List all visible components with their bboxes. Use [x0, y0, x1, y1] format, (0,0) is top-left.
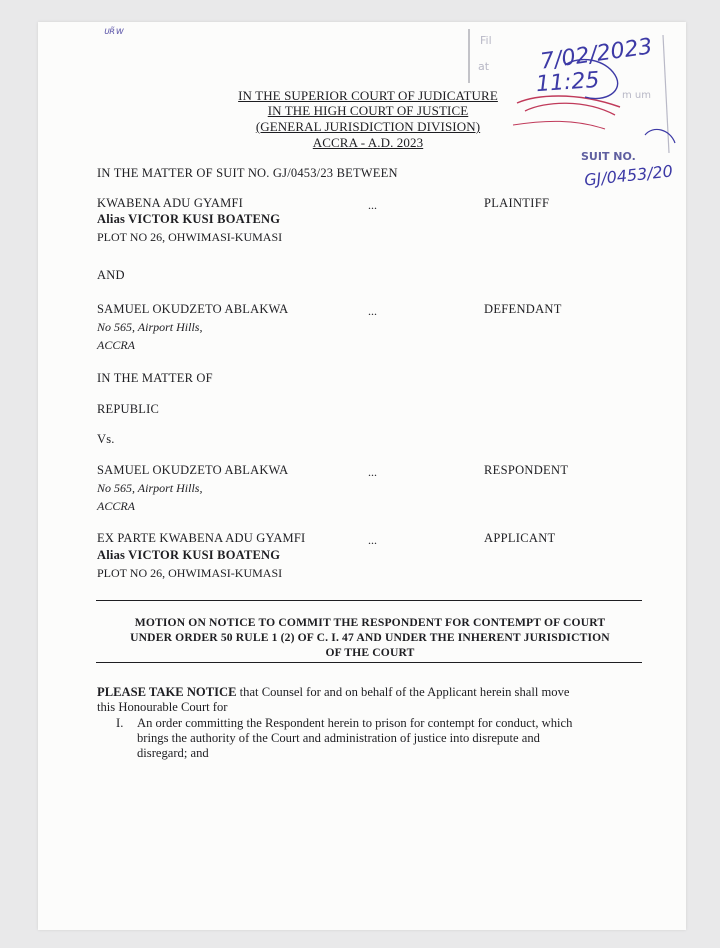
plaintiff-role: PLAINTIFF — [484, 196, 550, 210]
defendant-address1: No 565, Airport Hills, — [97, 320, 203, 334]
notice-lead: PLEASE TAKE NOTICE — [97, 685, 237, 699]
applicant-role: APPLICANT — [484, 531, 556, 545]
applicant-name: EX PARTE KWABENA ADU GYAMFI — [97, 531, 306, 545]
stamp-date: 7/02/2023 — [538, 34, 655, 75]
respondent-name: SAMUEL OKUDZETO ABLAKWA — [97, 463, 289, 477]
stamp-at-label: at — [478, 60, 490, 73]
motion-title-line2: UNDER ORDER 50 RULE 1 (2) OF C. I. 47 AND UNDER THE INHERENT JURISDICTION — [130, 631, 610, 644]
motion-title-line3: OF THE COURT — [325, 646, 415, 659]
plaintiff-alias: Alias VICTOR KUSI BOATENG — [97, 212, 281, 226]
plaintiff-name: KWABENA ADU GYAMFI — [97, 196, 243, 210]
order-line3: disregard; and — [137, 746, 209, 760]
plaintiff-dots: ... — [368, 198, 377, 212]
and-label: AND — [97, 268, 125, 282]
respondent-address2: ACCRA — [97, 499, 135, 513]
stamp-time: 11:25 — [535, 67, 601, 98]
notice-line2: this Honourable Court for — [97, 700, 228, 714]
plaintiff-address: PLOT NO 26, OHWIMASI-KUMASI — [97, 230, 283, 244]
title-rule-top — [96, 600, 642, 601]
stamp-suit-label: SUIT NO. — [581, 150, 636, 163]
title-rule-bottom — [96, 662, 642, 663]
court-heading-line2: IN THE HIGH COURT OF JUSTICE — [267, 103, 469, 118]
respondent-address1: No 565, Airport Hills, — [97, 481, 203, 495]
court-heading-line3: (GENERAL JURISDICTION DIVISION) — [255, 119, 481, 134]
defendant-dots: ... — [368, 304, 377, 318]
stamp-am-text: m um — [622, 90, 651, 101]
suit-line: IN THE MATTER OF SUIT NO. GJ/0453/23 BETWEEN — [97, 166, 398, 180]
defendant-name: SAMUEL OKUDZETO ABLAKWA — [97, 302, 289, 316]
corner-mark: ᴜʀ̃ᴡ — [104, 26, 124, 37]
notice-line1-rest: that Counsel for and on behalf of the Applicant herein shall move — [236, 685, 570, 699]
defendant-role: DEFENDANT — [484, 302, 562, 316]
respondent-role: RESPONDENT — [484, 463, 569, 477]
court-heading-line4: ACCRA - A.D. 2023 — [312, 135, 424, 150]
republic-label: REPUBLIC — [97, 402, 160, 416]
applicant-dots: ... — [368, 533, 377, 547]
order-line1: An order committing the Respondent herein to prison for contempt for conduct, which — [137, 716, 573, 730]
applicant-address: PLOT NO 26, OHWIMASI-KUMASI — [97, 566, 283, 580]
defendant-address2: ACCRA — [97, 338, 135, 352]
applicant-alias: Alias VICTOR KUSI BOATENG — [97, 548, 281, 562]
order-line2: brings the authority of the Court and administration of justice into disrepute and — [137, 731, 540, 745]
order-text — [137, 716, 657, 761]
motion-title-line1: MOTION ON NOTICE TO COMMIT THE RESPONDENT FOR CONTEMPT OF COURT — [134, 616, 606, 629]
notice-line1 — [97, 685, 657, 700]
order-number: I. — [116, 716, 124, 730]
stamp-file-label: Fil — [480, 34, 492, 47]
respondent-dots: ... — [368, 465, 377, 479]
notice-paragraph — [97, 685, 657, 715]
court-heading-line1: IN THE SUPERIOR COURT OF JUDICATURE — [238, 88, 498, 103]
matter-of: IN THE MATTER OF — [97, 371, 213, 385]
stamp-suit-handwritten: GJ/0453/20 — [583, 161, 674, 190]
vs-label: Vs. — [97, 432, 115, 446]
